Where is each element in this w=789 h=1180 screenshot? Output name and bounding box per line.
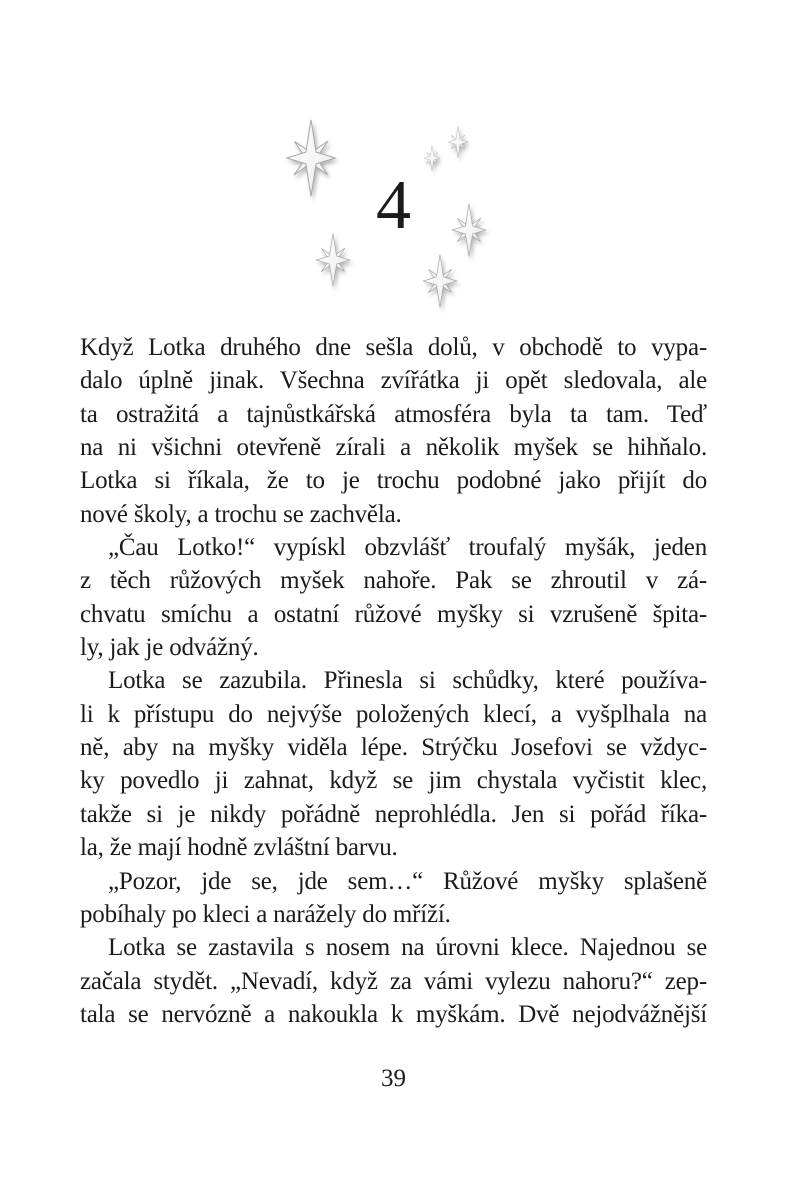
sparkle-star-icon: [442, 126, 474, 158]
body-text: [80, 331, 707, 1031]
chapter-number: 4: [376, 167, 411, 244]
text-line: Lotka se zastavila s nosem na úrovni klece. Najednou se: [108, 934, 707, 962]
text-line: tala se nervózně a nakoukla k myškám. Dvě nejodvážnější: [80, 1000, 707, 1028]
sparkle-star-icon: [306, 233, 360, 287]
text-line: ta ostražitá a tajnůstkářská atmosféra byla ta tam. Teď: [80, 400, 707, 428]
text-line: začala stydět. „Nevadí, když za vámi vylezu nahoru?“ zep-: [80, 967, 707, 995]
text-line: nové školy, a trochu se zachvěla.: [80, 500, 402, 528]
text-line: ně, aby na myšky viděla lépe. Strýčku Josefovi se vždyc-: [80, 734, 707, 762]
text-line: „Čau Lotko!“ vypískl obzvlášť troufalý myšák, jeden: [108, 534, 707, 562]
text-line: dalo úplně jinak. Všechna zvířátka ji opět sledovala, ale: [80, 367, 707, 395]
text-line: Lotka si říkala, že to je trochu podobné jako přijít do: [80, 467, 707, 495]
sparkle-star-icon: [413, 254, 467, 308]
text-line: la, že mají hodně zvláštní barvu.: [80, 834, 398, 862]
text-line: pobíhaly po kleci a narážely do mříží.: [80, 900, 451, 928]
text-line: takže si je nikdy pořádně neprohlédla. Jen si pořád říka-: [80, 800, 707, 828]
text-line: „Pozor, jde se, jde sem…“ Růžové myšky splašeně: [108, 867, 707, 895]
text-line: Lotka se zazubila. Přinesla si schůdky, které používa-: [108, 667, 707, 695]
text-line: chvatu smíchu a ostatní růžové myšky si vzrušeně špita-: [80, 600, 707, 628]
text-line: z těch růžových myšek nahoře. Pak se zhroutil v zá-: [80, 567, 707, 595]
text-line: na ni všichni otevřeně zírali a několik myšek se hihňalo.: [80, 434, 707, 462]
text-line: ly, jak je odvážný.: [80, 634, 259, 662]
text-line: Když Lotka druhého dne sešla dolů, v obchodě to vypa-: [80, 334, 707, 361]
text-line: ky povedlo ji zahnat, když se jim chystala vyčistit klec,: [80, 767, 707, 795]
chapter-header: [0, 0, 789, 330]
page-number: 39: [381, 1065, 406, 1092]
text-line: li k přístupu do nejvýše položených klecí, a vyšplhala na: [80, 700, 707, 728]
